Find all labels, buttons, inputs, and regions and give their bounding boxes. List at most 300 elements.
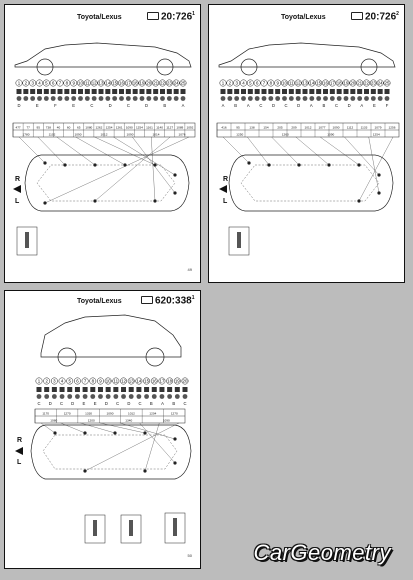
dimension-value: 1089 <box>176 125 184 130</box>
dimension-value: 1080 <box>50 418 58 423</box>
point-letter: D <box>145 103 149 108</box>
dimension-value: 65 <box>76 125 81 130</box>
point-letter: B <box>234 103 238 108</box>
point-number: 24 <box>173 80 179 86</box>
point-letter: E <box>372 103 376 108</box>
fastener-icon <box>175 387 180 392</box>
bolt-icon <box>357 96 362 101</box>
point-number: 16 <box>151 378 157 384</box>
bolt-icon <box>92 96 97 101</box>
point-letter: A <box>221 103 225 108</box>
bolt-icon <box>64 96 69 101</box>
dimension-value: 1076 <box>178 132 186 137</box>
bolt-icon <box>75 394 80 399</box>
point-letter: D <box>71 401 75 406</box>
fastener-icon <box>44 89 49 94</box>
dimension-value: 1079 <box>374 125 382 130</box>
detail-part-icon <box>173 518 177 536</box>
sheet-code: $20:726^1$ <box>147 11 195 22</box>
bolt-icon <box>385 96 390 101</box>
point-letter: C <box>116 401 120 406</box>
dimension-value: 1330 <box>85 411 93 416</box>
point-number: 6 <box>76 378 79 384</box>
fastener-icon <box>133 89 138 94</box>
point-letter: C <box>126 103 130 108</box>
bolt-icon <box>323 96 328 101</box>
bolt-icon <box>51 96 56 101</box>
dimension-value: 1012 <box>127 411 135 416</box>
point-number: 23 <box>166 80 172 86</box>
point-letter: C <box>183 401 187 406</box>
point-number: 20 <box>146 80 152 86</box>
fastener-icon <box>23 89 28 94</box>
dimension-value: 1080 <box>85 125 93 130</box>
point-letter: B <box>149 401 153 406</box>
fastener-icon <box>78 89 83 94</box>
point-letter: C <box>284 103 288 108</box>
dimension-value: 1014 <box>152 132 160 137</box>
dimension-value: 1140 <box>156 125 163 130</box>
fastener-icon <box>64 89 69 94</box>
point-letter: F <box>54 103 57 108</box>
fastener-icon <box>71 89 76 94</box>
drawing-line <box>272 137 299 165</box>
point-number: 1 <box>221 80 225 86</box>
drawing-line <box>247 137 269 165</box>
right-label: R <box>15 176 21 183</box>
fastener-icon <box>159 387 164 392</box>
direction-arrow-icon <box>15 447 23 455</box>
drawing-line <box>140 423 175 463</box>
bolt-icon <box>255 96 260 101</box>
detail-part-icon <box>93 520 97 536</box>
drawing-line <box>100 423 145 433</box>
dimension-value: 1270 <box>63 411 71 416</box>
body-drawing <box>5 291 202 570</box>
bolt-icon <box>289 96 294 101</box>
direction-arrow-icon <box>13 185 21 193</box>
bolt-icon <box>106 394 111 399</box>
dimension-value: 1780 <box>22 132 30 137</box>
sheet-code: $20:726^2$ <box>351 11 399 22</box>
fastener-icon <box>99 89 104 94</box>
point-number: 6 <box>51 80 55 86</box>
fastener-icon <box>262 89 267 94</box>
point-number: 4 <box>242 80 245 86</box>
side-view-outline <box>219 43 395 67</box>
fastener-icon <box>30 89 35 94</box>
bolt-icon <box>234 96 239 101</box>
fastener-icon <box>67 387 72 392</box>
bolt-icon <box>85 96 90 101</box>
drawing-line <box>80 423 115 433</box>
dimension-value: 1090 <box>327 132 335 137</box>
diagram-sheet-1 <box>4 4 201 283</box>
dimension-value: 1012 <box>100 132 108 137</box>
point-number: 18 <box>167 378 173 384</box>
fastener-icon <box>255 89 260 94</box>
dimension-value: 1012 <box>304 125 312 130</box>
bolt-icon <box>167 96 172 101</box>
fastener-icon <box>37 89 42 94</box>
fastener-icon <box>85 89 90 94</box>
point-letter: D <box>271 103 275 108</box>
bolt-icon <box>129 394 134 399</box>
point-number: 14 <box>136 378 142 384</box>
fastener-icon <box>126 89 131 94</box>
fastener-icon <box>106 387 111 392</box>
point-number: 15 <box>112 80 118 86</box>
drawing-line <box>61 423 85 433</box>
bolt-icon <box>160 394 165 399</box>
fastener-icon <box>323 89 328 94</box>
top-view-outline <box>25 155 189 211</box>
body-drawing <box>209 5 406 284</box>
bolt-icon <box>44 96 49 101</box>
bolt-icon <box>227 96 232 101</box>
bolt-icon <box>350 96 355 101</box>
drawing-line <box>120 423 175 439</box>
dimension-value: 1260 <box>281 132 289 137</box>
fastener-icon <box>221 89 226 94</box>
bolt-icon <box>105 96 110 101</box>
dimension-value: 138 <box>249 125 255 130</box>
dimension-value: 95 <box>36 125 41 130</box>
fastener-icon <box>385 89 390 94</box>
fastener-icon <box>144 387 149 392</box>
point-letter: D <box>108 103 112 108</box>
point-letter: C <box>335 103 339 108</box>
dimension-value: 1262 <box>95 125 103 130</box>
fastener-icon <box>160 89 165 94</box>
fastener-icon <box>357 89 362 94</box>
dimension-value: 1256 <box>388 125 396 130</box>
point-letter: D <box>48 401 52 406</box>
fastener-icon <box>371 89 376 94</box>
dimension-value: 154 <box>263 125 269 130</box>
bolt-icon <box>183 394 188 399</box>
fastener-icon <box>146 89 151 94</box>
point-number: 13 <box>302 80 308 86</box>
fastener-icon <box>17 89 22 94</box>
dimension-value: 1090 <box>125 125 133 130</box>
point-number: 4 <box>60 378 64 384</box>
dimension-value: 77 <box>26 125 30 130</box>
fastener-icon <box>344 89 349 94</box>
detail-part-icon <box>25 232 29 248</box>
fastener-icon <box>75 387 80 392</box>
dimension-value: 1254 <box>135 125 143 130</box>
fastener-icon <box>90 387 95 392</box>
point-letter: C <box>59 401 63 406</box>
point-number: 10 <box>105 378 111 384</box>
sheet-brand: Toyota/Lexus <box>77 298 122 305</box>
bolt-icon <box>44 394 49 399</box>
point-number: 2 <box>24 80 28 86</box>
fastener-icon <box>113 387 118 392</box>
fastener-icon <box>140 89 145 94</box>
bolt-icon <box>262 96 267 101</box>
point-letter: A <box>181 103 185 108</box>
point-number: 10 <box>282 80 287 86</box>
point-number: 16 <box>323 80 328 86</box>
fastener-icon <box>52 387 57 392</box>
point-number: 20 <box>350 80 356 86</box>
drawing-line <box>344 137 379 175</box>
diagram-sheet-3 <box>4 290 201 569</box>
fastener-icon <box>248 89 253 94</box>
point-letter: E <box>72 103 76 108</box>
drawing-line <box>320 137 359 165</box>
fastener-icon <box>282 89 287 94</box>
point-number: 8 <box>91 378 95 384</box>
fastener-icon <box>51 89 56 94</box>
dimension-value: 1270 <box>170 411 178 416</box>
dimension-value: 1090 <box>162 418 170 423</box>
bolt-icon <box>126 96 131 101</box>
fastener-icon <box>152 387 157 392</box>
bolt-icon <box>371 96 376 101</box>
dimension-value: 1077 <box>318 125 326 130</box>
dimension-value: 60 <box>66 125 71 130</box>
point-letter: A <box>360 103 364 108</box>
dimension-value: 1127 <box>166 125 174 130</box>
fastener-icon <box>275 89 280 94</box>
point-number: 19 <box>139 80 145 86</box>
brand-logo: CarGeometry <box>253 540 391 565</box>
bolt-icon <box>119 96 124 101</box>
drawing-line <box>113 137 175 175</box>
point-number: 25 <box>180 80 186 86</box>
top-view-inner <box>43 435 177 469</box>
point-number: 25 <box>384 80 390 86</box>
fastener-icon <box>105 89 110 94</box>
bolt-icon <box>152 394 157 399</box>
point-number: 6 <box>255 80 259 86</box>
drawing-line <box>296 137 329 165</box>
point-letter: D <box>104 401 108 406</box>
point-number: 22 <box>160 80 165 86</box>
point-number: 18 <box>132 80 138 86</box>
bolt-icon <box>37 96 42 101</box>
fastener-icon <box>167 89 172 94</box>
bolt-icon <box>67 394 72 399</box>
sheet-code: $620:338^1$ <box>141 295 194 306</box>
point-number: 23 <box>370 80 376 86</box>
point-number: 14 <box>309 80 315 86</box>
dimension-value: 416 <box>221 125 227 130</box>
fastener-icon <box>303 89 308 94</box>
point-letter: E <box>93 401 97 406</box>
fastener-icon <box>60 387 65 392</box>
fastener-icon <box>227 89 232 94</box>
bolt-icon <box>181 96 186 101</box>
diagram-sheet-2 <box>208 4 405 283</box>
point-number: 24 <box>377 80 383 86</box>
bolt-icon <box>378 96 383 101</box>
point-number: 15 <box>144 378 150 384</box>
bolt-icon <box>364 96 369 101</box>
point-number: 17 <box>125 80 131 86</box>
drawing-line <box>145 423 159 471</box>
point-letter: C <box>37 401 41 406</box>
fastener-icon <box>112 89 117 94</box>
point-letter: F <box>385 103 389 108</box>
side-view-outline <box>15 43 191 67</box>
direction-arrow-icon <box>219 185 227 193</box>
drawing-line <box>57 137 95 165</box>
dimension-value: 40 <box>56 125 61 130</box>
bolt-icon <box>296 96 301 101</box>
drawing-line <box>223 137 249 163</box>
right-label: R <box>223 176 229 183</box>
point-number: 14 <box>105 80 111 86</box>
dimension-value: 1161 <box>146 125 153 130</box>
side-view-outline <box>41 315 181 357</box>
bolt-icon <box>146 96 151 101</box>
point-letter: A <box>246 103 250 108</box>
point-number: 19 <box>343 80 349 86</box>
point-letter: D <box>297 103 301 108</box>
bolt-icon <box>37 394 42 399</box>
detail-part-icon <box>129 520 133 536</box>
fastener-icon <box>136 387 141 392</box>
point-number: 13 <box>128 378 134 384</box>
left-label: L <box>15 198 20 205</box>
point-letter: C <box>259 103 263 108</box>
fastener-icon <box>350 89 355 94</box>
schematic <box>15 315 191 543</box>
point-number: 8 <box>269 80 273 86</box>
dimension-value: 1090 <box>126 132 134 137</box>
point-number: 22 <box>364 80 369 86</box>
point-letter: E <box>35 103 39 108</box>
fastener-icon <box>234 89 239 94</box>
point-number: 19 <box>174 378 180 384</box>
bolt-icon <box>337 96 342 101</box>
bolt-icon <box>248 96 253 101</box>
fastener-icon <box>92 89 97 94</box>
fastener-icon <box>183 387 188 392</box>
bolt-icon <box>160 96 165 101</box>
bolt-icon <box>133 96 138 101</box>
bolt-icon <box>241 96 246 101</box>
fastener-icon <box>337 89 342 94</box>
bolt-icon <box>268 96 273 101</box>
dimension-value: 209 <box>291 125 297 130</box>
point-number: 2 <box>228 80 232 86</box>
fastener-icon <box>129 387 134 392</box>
point-letter: A <box>161 401 164 406</box>
point-letter: E <box>82 401 86 406</box>
bolt-icon <box>175 394 180 399</box>
drawing-line <box>45 137 189 203</box>
top-view-inner <box>37 165 175 201</box>
point-number: 7 <box>83 378 87 384</box>
left-label: L <box>223 198 228 205</box>
point-number: 5 <box>249 80 252 86</box>
fastener-icon <box>181 89 186 94</box>
fastener-icon <box>58 89 63 94</box>
drawing-line <box>359 137 393 201</box>
point-number: 16 <box>119 80 124 86</box>
sheet-brand: Toyota/Lexus <box>281 14 326 21</box>
point-number: 3 <box>53 378 56 384</box>
detail-part-icon <box>237 232 241 248</box>
drawing-line <box>38 137 65 165</box>
bolt-icon <box>309 96 314 101</box>
left-label: L <box>17 459 22 466</box>
point-number: 9 <box>72 80 75 86</box>
drawing-line <box>151 137 155 201</box>
bolt-icon <box>58 96 63 101</box>
bolt-icon <box>17 96 22 101</box>
point-letter: B <box>163 103 167 108</box>
sheet-brand: Toyota/Lexus <box>77 14 122 21</box>
point-number: 11 <box>113 378 119 384</box>
point-letter: D <box>127 401 131 406</box>
drawing-line <box>76 137 125 165</box>
fastener-icon <box>241 89 246 94</box>
bolt-icon <box>344 96 349 101</box>
top-view-inner <box>241 165 379 201</box>
dimension-value: 738 <box>45 125 51 130</box>
dimension-value: 477 <box>15 125 21 130</box>
point-number: 7 <box>262 80 266 86</box>
bolt-icon <box>140 96 145 101</box>
dimension-value: 95 <box>236 125 240 130</box>
dimension-value: 1254 <box>105 125 113 130</box>
bolt-icon <box>113 394 118 399</box>
point-number: 12 <box>295 80 301 86</box>
fastener-icon <box>83 387 88 392</box>
fastener-icon <box>268 89 273 94</box>
dimension-value: 1090 <box>332 125 340 130</box>
bolt-icon <box>330 96 335 101</box>
right-label: R <box>17 437 23 444</box>
bolt-icon <box>23 96 28 101</box>
bolt-icon <box>153 96 158 101</box>
body-drawing <box>5 5 202 284</box>
point-letter: B <box>322 103 326 108</box>
bolt-icon <box>167 394 172 399</box>
bolt-icon <box>71 96 76 101</box>
dimension-value: 1261 <box>115 125 123 130</box>
bolt-icon <box>83 394 88 399</box>
point-number: 21 <box>153 80 159 86</box>
point-number: 7 <box>58 80 62 86</box>
bolt-icon <box>316 96 321 101</box>
point-letter: A <box>309 103 313 108</box>
fastener-icon <box>378 89 383 94</box>
fastener-icon <box>119 89 124 94</box>
drawing-line <box>95 137 170 201</box>
point-number: 13 <box>98 80 104 86</box>
dimension-value: 1204 <box>149 411 157 416</box>
fastener-icon <box>121 387 126 392</box>
bolt-icon <box>303 96 308 101</box>
dimension-value: 1250 <box>236 132 244 137</box>
point-number: 18 <box>336 80 342 86</box>
fastener-icon <box>316 89 321 94</box>
point-number: 8 <box>65 80 69 86</box>
point-number: 9 <box>276 80 279 86</box>
fastener-icon <box>44 387 49 392</box>
point-number: 21 <box>357 80 363 86</box>
dimension-value: 1340 <box>125 418 133 423</box>
dimension-value: 1090 <box>74 132 82 137</box>
bolt-icon <box>136 394 141 399</box>
